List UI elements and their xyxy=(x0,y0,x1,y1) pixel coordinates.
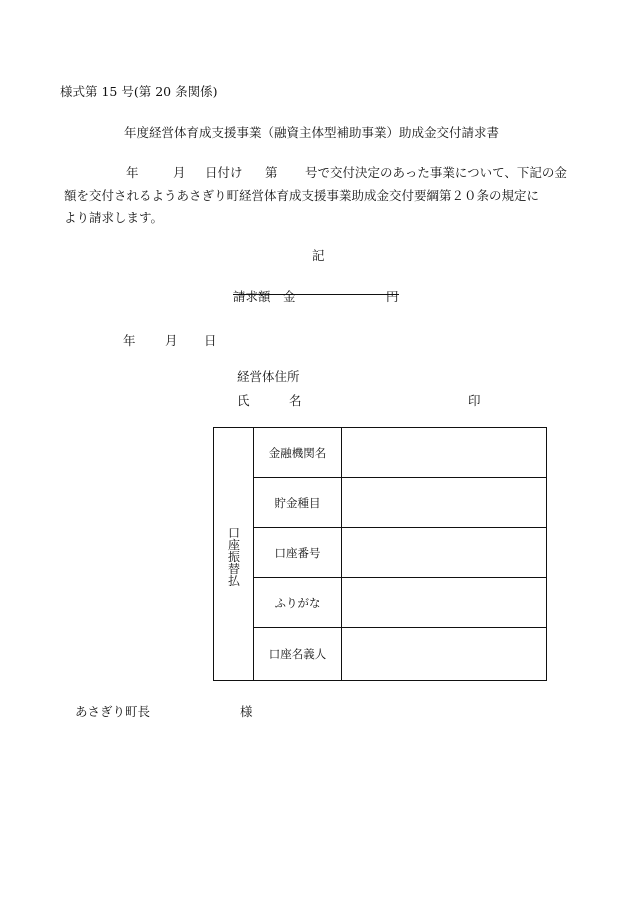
row-label-deposit-type: 貯金種目 xyxy=(254,478,342,527)
account-transfer-label xyxy=(227,527,241,587)
account-transfer-cell xyxy=(214,428,254,680)
table-row xyxy=(254,578,547,628)
deposit-type-field[interactable] xyxy=(342,478,547,527)
amount-label: 請求額 金 xyxy=(233,289,296,304)
amount-line xyxy=(233,289,399,304)
body-month-label: 月 xyxy=(173,165,186,180)
row-label-account-number: 口座番号 xyxy=(254,528,342,577)
account-transfer-char: 振 xyxy=(227,550,240,564)
table-row xyxy=(254,428,547,478)
table-row xyxy=(254,528,547,578)
form-number: 様式第 15 号(第 20 条関係) xyxy=(60,84,218,99)
amount-unit: 円 xyxy=(386,289,399,304)
row-label-furigana: ふりがな xyxy=(254,578,342,627)
row-label-bank-name: 金融機関名 xyxy=(254,428,342,477)
date-month-label: 月 xyxy=(165,333,178,348)
address-label: 経営体住所 xyxy=(237,369,300,384)
bank-name-field[interactable] xyxy=(342,428,547,477)
table-row xyxy=(254,628,547,680)
account-transfer-char: 払 xyxy=(227,574,240,588)
bank-account-table xyxy=(213,427,547,681)
body-line-3: より請求します。 xyxy=(64,210,164,225)
body-line-2: 額を交付されるようあさぎり町経営体育成支援事業助成金交付要綱第２０条の規定に xyxy=(64,188,540,203)
addressee-honorific: 様 xyxy=(240,704,253,719)
name-label-first: 氏 xyxy=(237,393,250,408)
account-transfer-char: 座 xyxy=(227,538,240,552)
row-label-account-holder: 口座名義人 xyxy=(254,628,342,680)
body-number-label: 第 xyxy=(265,165,278,180)
seal-mark: 印 xyxy=(468,393,481,408)
account-number-field[interactable] xyxy=(342,528,547,577)
body-date-label: 日付け xyxy=(205,165,243,180)
body-year-label: 年 xyxy=(126,165,139,180)
table-row xyxy=(254,478,547,528)
document-title: 年度経営体育成支援事業（融資主体型補助事業）助成金交付請求書 xyxy=(124,125,500,140)
body-line-1-rest: 号で交付決定のあった事業について、下記の金 xyxy=(305,165,567,180)
date-day-label: 日 xyxy=(204,333,217,348)
account-transfer-char: 替 xyxy=(227,562,240,576)
account-transfer-char: 口 xyxy=(227,526,240,540)
name-label-second: 名 xyxy=(289,393,302,408)
furigana-field[interactable] xyxy=(342,578,547,627)
addressee-name: あさぎり町長 xyxy=(75,704,151,719)
account-holder-field[interactable] xyxy=(342,628,547,680)
ki-heading: 記 xyxy=(312,248,325,263)
date-year-label: 年 xyxy=(123,333,136,348)
